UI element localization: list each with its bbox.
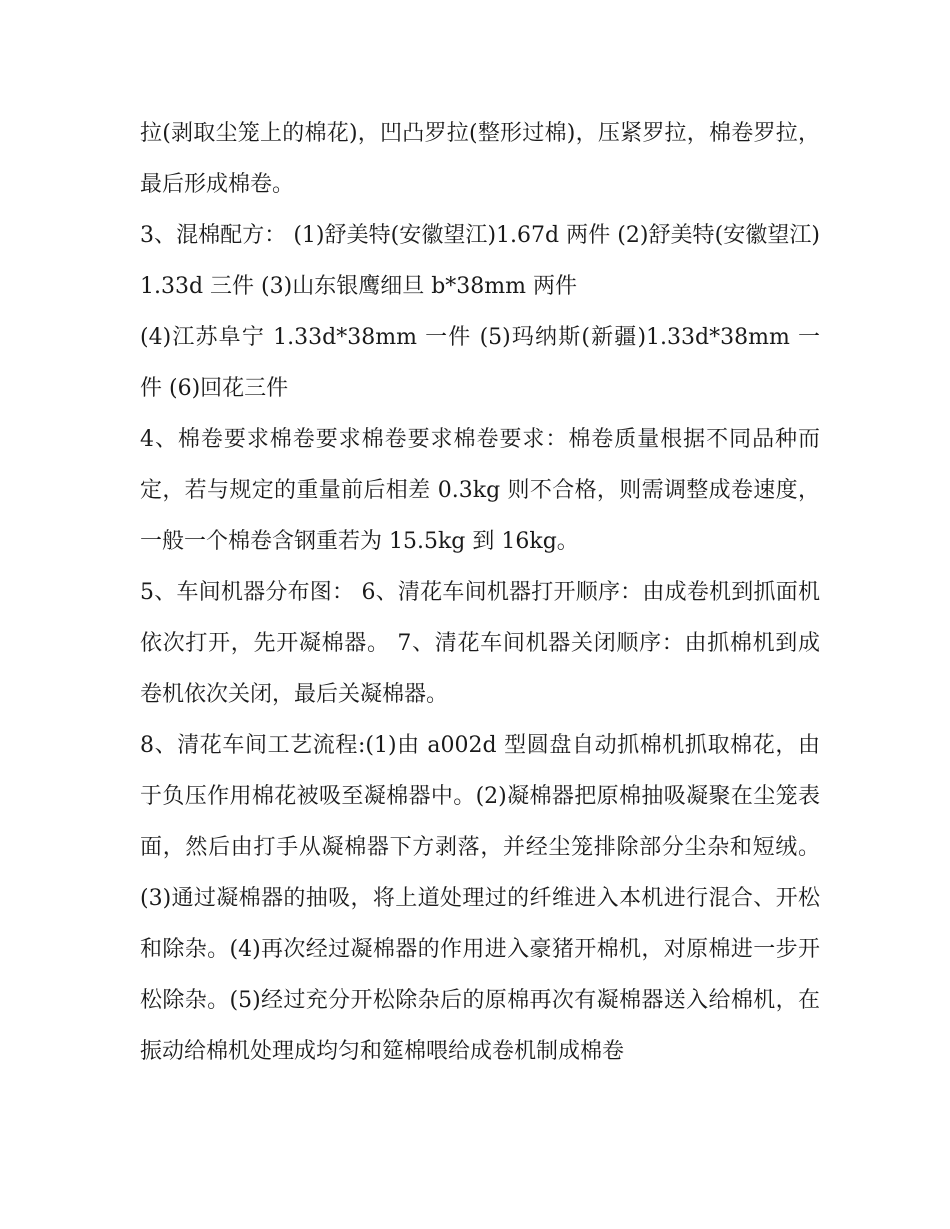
- paragraph-blend-recipe: 3、混棉配方： (1)舒美特(安徽望江)1.67d 两件 (2)舒美特(安徽望江)1.33d 三件 (3)山东银鹰细旦 b*38mm 两件: [140, 223, 820, 299]
- document-body: [140, 108, 820, 1077]
- paragraph-process-flow: 8、清花车间工艺流程:(1)由 a002d 型圆盘自动抓棉机抓取棉花，由于负压作用棉花被吸至凝棉器中。(2)凝棉器把原棉抽吸凝聚在尘笼表面，然后由打手从凝棉器下方剥落，并经尘笼排除部分尘杂和短绒。(3)通过凝棉器的抽吸，将上道处理过的纤维进入本机进行混合、开松和除杂。(4)再次经过凝棉器的作用进入豪猪开棉机，对原棉进一步开松除杂。(5)经过充分开松除杂后的原棉再次有凝棉器送入给棉机，在振动给棉机处理成均匀和筵棉喂给成卷机制成棉卷: [140, 733, 820, 1064]
- paragraph-machine-order: 5、车间机器分布图： 6、清花车间机器打开顺序：由成卷机到抓面机依次打开，先开凝棉器。 7、清花车间机器关闭顺序：由抓棉机到成卷机依次关闭，最后关凝棉器。: [140, 580, 820, 707]
- paragraph-blend-recipe-continued: (4)江苏阜宁 1.33d*38mm 一件 (5)玛纳斯(新疆)1.33d*38mm 一件 (6)回花三件: [140, 325, 820, 401]
- paragraph-lap-requirements: 4、棉卷要求棉卷要求棉卷要求棉卷要求：棉卷质量根据不同品种而定，若与规定的重量前后相差 0.3kg 则不合格，则需调整成卷速度，一般一个棉卷含钢重若为 15.5kg 到 16kg。: [140, 427, 820, 554]
- paragraph-intro: 拉(剥取尘笼上的棉花)，凹凸罗拉(整形过棉)，压紧罗拉，棉卷罗拉，最后形成棉卷。: [140, 121, 820, 197]
